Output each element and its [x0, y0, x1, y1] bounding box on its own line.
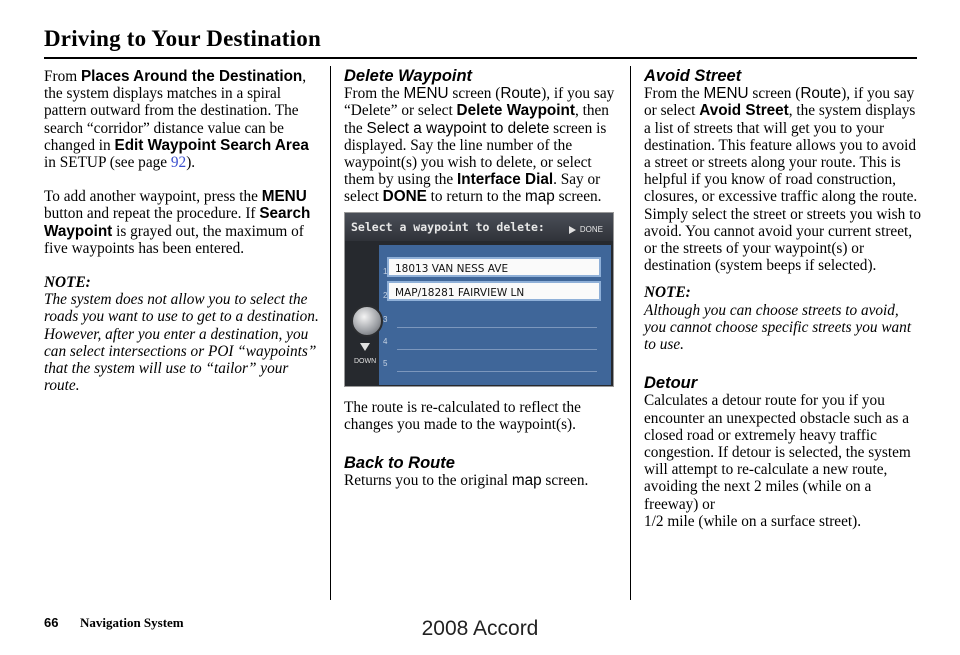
delete-waypoint-paragraph [344, 85, 620, 205]
term-edit-waypoint-search-area: Edit Waypoint Search Area [114, 136, 309, 154]
footer-label: Navigation System [80, 615, 184, 630]
screen-row-number: 4 [383, 336, 388, 346]
term-done: DONE [382, 188, 427, 206]
screen-row-2: MAP/18281 FAIRVIEW LN [387, 281, 601, 301]
text: From [44, 68, 81, 85]
detour-paragraph-2: 1/2 mile (while on a surface street). [644, 512, 862, 530]
text: screen. [541, 472, 589, 490]
column-divider-1 [330, 66, 331, 600]
heading-avoid-street: Avoid Street [644, 67, 742, 85]
text: From the [344, 85, 404, 103]
term-menu: MENU [403, 85, 449, 103]
add-waypoint-paragraph [44, 188, 322, 257]
term-route: Route [500, 85, 542, 103]
recalculate-paragraph: The route is re-calculated to reflect the changes you made to the waypoint(s). [344, 398, 581, 433]
term-interface-dial: Interface Dial [457, 171, 554, 189]
term-places-around: Places Around the Destination [80, 68, 303, 85]
screen-down-label: DOWN [354, 357, 377, 365]
waypoint-delete-screen-image [344, 212, 614, 387]
text: in SETUP (see page [44, 154, 171, 172]
places-around-paragraph [44, 68, 322, 171]
screen-row-number: 5 [383, 358, 388, 368]
note-text: Although you can choose streets to avoid, you cannot choose specific streets you want to use. [644, 301, 912, 354]
heading-delete-waypoint: Delete Waypoint [344, 67, 473, 85]
text: screen is displayed. Say the line number of the waypoint(s) you wish to delete, or select them by using the [344, 119, 607, 189]
text: , the system displays a list of streets that will get you to your destination. This feature allows you to avoid a street or streets along your route. This is helpful if you know of road construction, closures, or excessive traffic along the route. Simply select the street or streets you wish to avoid. You cannot avoid your current street, or the streets of your waypoint(s) or destination (system beeps if selected). [644, 102, 921, 275]
text: . Say or select [344, 171, 601, 206]
text: ), if you say “Delete” or select [344, 85, 615, 120]
avoid-street-paragraph [644, 85, 922, 274]
column-right [644, 68, 922, 530]
interface-dial-icon [351, 305, 383, 337]
text: screen. [554, 188, 602, 206]
text: screen ( [448, 85, 501, 103]
detour-paragraph: Calculates a detour route for you if you encounter an unexpected obstacle such as a closed road or extremely heavy traffic congestion. If detour is selected, the system will attempt to re-calculate a new route, avoiding the next 2 miles (while on a freeway) or [644, 392, 911, 513]
column-left [44, 68, 322, 394]
term-avoid-street: Avoid Street [699, 102, 789, 120]
play-arrow-icon [569, 226, 576, 234]
note-text: The system does not allow you to select the roads you want to use to get to a destination. However, after you enter a destination, you can select intersections or POI “waypoints” that the system will use to “tailor” your route. [44, 291, 319, 395]
column-middle [344, 68, 620, 489]
screen-row-line-4 [397, 349, 597, 350]
page-link-92[interactable]: 92 [170, 154, 187, 172]
term-menu: MENU [261, 188, 307, 206]
term-select-waypoint-to-delete: Select a waypoint to delete [366, 119, 550, 137]
text: To add another waypoint, press the [44, 188, 262, 206]
text: From the [644, 85, 704, 103]
text: , the system displays matches in a spiral pattern outward from the destination. The search “corridor” distance value can be changed in [44, 68, 307, 154]
term-search-waypoint: Search Waypoint [44, 205, 311, 240]
screen-done-label: DONE [579, 224, 603, 234]
text: Returns you to the original [344, 472, 512, 490]
screen-done-button [569, 221, 603, 238]
text: ), if you say or select [644, 85, 915, 120]
screen-row-number: 3 [383, 314, 388, 324]
term-route: Route [800, 85, 842, 103]
text: to return to the [426, 188, 525, 206]
page-number: 66 [44, 615, 59, 630]
down-arrow-icon [360, 343, 370, 351]
title-rule [44, 57, 917, 59]
note-label: NOTE: [44, 274, 91, 292]
screen-row-line-3 [397, 327, 597, 328]
text: screen ( [748, 85, 801, 103]
page-title: Driving to Your Destination [44, 26, 321, 51]
term-delete-waypoint: Delete Waypoint [456, 102, 575, 120]
text: ). [186, 154, 196, 172]
screen-row-1: 18013 VAN NESS AVE [387, 257, 601, 277]
term-map: map [525, 188, 555, 206]
screen-down-control [354, 343, 376, 370]
screen-row-number: 1 [383, 266, 388, 276]
back-to-route-paragraph [344, 472, 620, 489]
text: , then the [344, 102, 609, 137]
term-menu: MENU [703, 85, 749, 103]
column-divider-2 [630, 66, 631, 600]
heading-detour: Detour [644, 374, 698, 393]
screen-row-number: 2 [383, 290, 388, 300]
text: button and repeat the procedure. If [44, 205, 260, 223]
watermark: 2008 Accord [421, 617, 539, 640]
text: is grayed out, the maximum of five waypoints has been entered. [44, 222, 304, 257]
screen-title: Select a waypoint to delete: [351, 219, 545, 234]
screen-row-line-5 [397, 371, 597, 372]
term-map: map [511, 472, 542, 490]
note-label: NOTE: [644, 284, 691, 302]
heading-back-to-route: Back to Route [344, 454, 455, 473]
